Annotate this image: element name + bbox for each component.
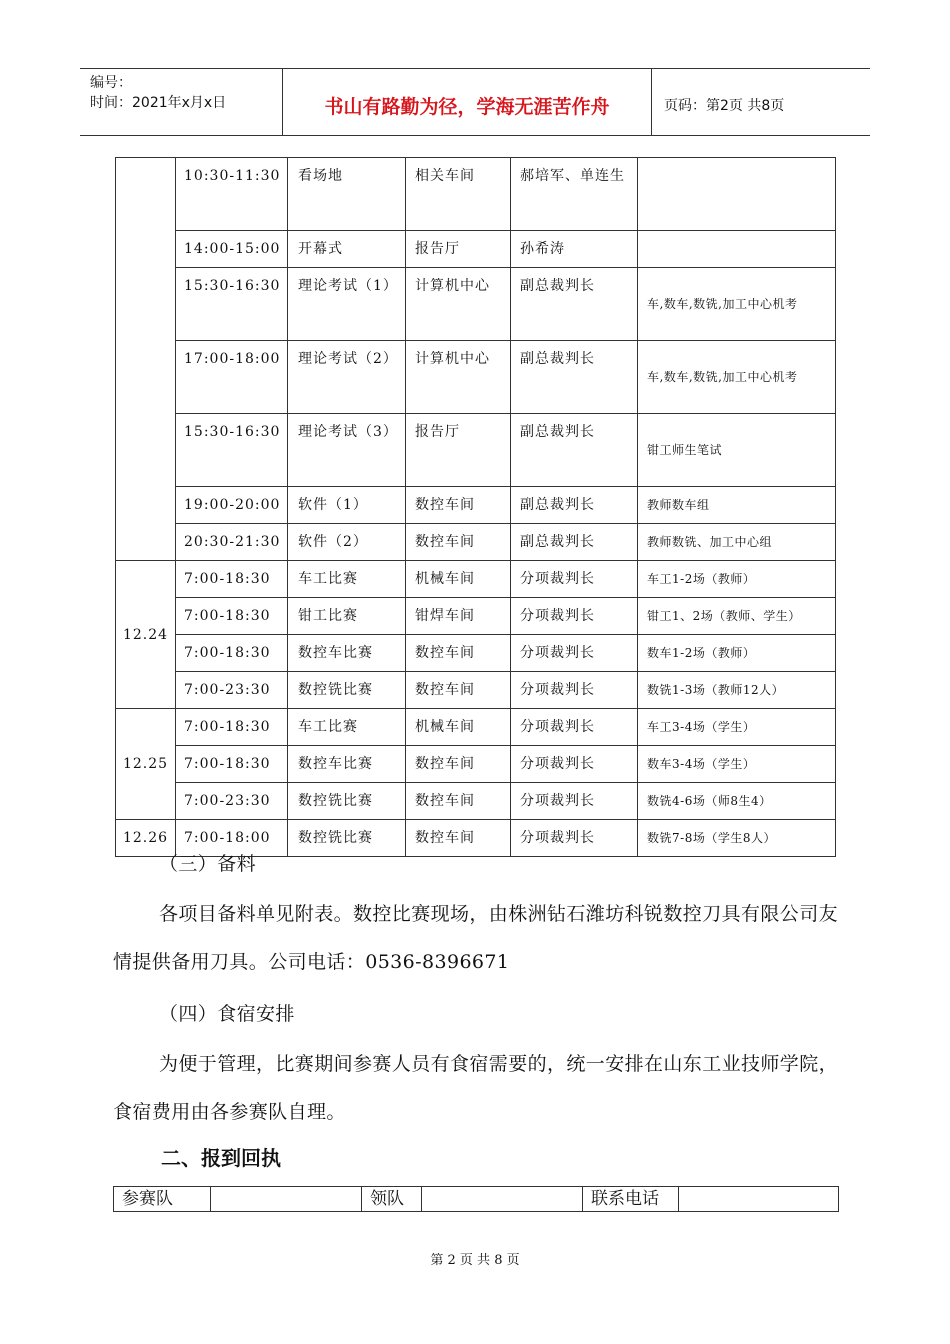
team-label: 参赛队 [114, 1187, 211, 1212]
table-row [116, 231, 836, 268]
table-row [116, 561, 836, 598]
time-cell: 7:00-18:30 [176, 635, 288, 672]
event-cell: 理论考试（2） [288, 341, 406, 414]
time-cell: 7:00-18:00 [176, 820, 288, 857]
lodging-paragraph: 为便于管理，比赛期间参赛人员有食宿需要的，统一安排在山东工业技师学院，食宿费用由各参赛队自理。 [113, 1053, 839, 1123]
note-cell: 数铣4-6场（师8生4） [638, 783, 836, 820]
person-cell: 副总裁判长 [511, 268, 638, 341]
note-cell: 教师数铣、加工中心组 [638, 524, 836, 561]
materials-heading: （三）备料 [159, 853, 257, 875]
header-motto: 书山有路勤为径，学海无涯苦作舟 [282, 69, 652, 135]
time-cell: 17:00-18:00 [176, 341, 288, 414]
person-cell: 分项裁判长 [511, 635, 638, 672]
location-cell: 相关车间 [406, 158, 511, 231]
time-cell: 7:00-18:30 [176, 709, 288, 746]
location-cell: 数控车间 [406, 487, 511, 524]
person-cell: 副总裁判长 [511, 487, 638, 524]
event-cell: 看场地 [288, 158, 406, 231]
location-cell: 报告厅 [406, 414, 511, 487]
event-cell: 开幕式 [288, 231, 406, 268]
event-cell: 数控铣比赛 [288, 820, 406, 857]
person-cell: 分项裁判长 [511, 561, 638, 598]
date-cell: 12.26 [116, 820, 176, 857]
event-cell: 车工比赛 [288, 709, 406, 746]
date-cell [116, 158, 176, 561]
event-cell: 理论考试（1） [288, 268, 406, 341]
person-cell: 分项裁判长 [511, 672, 638, 709]
table-row [116, 635, 836, 672]
location-cell: 钳焊车间 [406, 598, 511, 635]
person-cell: 分项裁判长 [511, 746, 638, 783]
location-cell: 计算机中心 [406, 268, 511, 341]
header-page-info: 页码：第2页 共8页 [664, 98, 785, 114]
location-cell: 数控车间 [406, 820, 511, 857]
schedule-table [115, 157, 836, 857]
person-cell: 副总裁判长 [511, 524, 638, 561]
note-cell: 车,数车,数铣,加工中心机考 [638, 268, 836, 341]
table-row [116, 158, 836, 231]
location-cell: 数控车间 [406, 524, 511, 561]
note-cell: 数车1-2场（教师） [638, 635, 836, 672]
lodging-heading: （四）食宿安排 [159, 1003, 295, 1025]
note-cell [638, 158, 836, 231]
event-cell: 软件（2） [288, 524, 406, 561]
location-cell: 数控车间 [406, 746, 511, 783]
table-row [116, 746, 836, 783]
time-cell: 7:00-18:30 [176, 746, 288, 783]
note-cell: 数铣7-8场（学生8人） [638, 820, 836, 857]
person-cell: 郝培军、单连生 [511, 158, 638, 231]
person-cell: 分项裁判长 [511, 783, 638, 820]
materials-paragraph: 各项目备料单见附表。数控比赛现场，由株洲钻石潍坊科锐数控刀具有限公司友情提供备用刀具。公司电话：0536-8396671 [113, 903, 839, 973]
time-cell: 7:00-23:30 [176, 672, 288, 709]
reply-heading: 二、报到回执 [161, 1146, 281, 1170]
table-row [114, 1187, 839, 1212]
note-cell: 数铣1-3场（教师12人） [638, 672, 836, 709]
event-cell: 钳工比赛 [288, 598, 406, 635]
phone-field[interactable] [679, 1187, 839, 1212]
table-row [116, 524, 836, 561]
person-cell: 分项裁判长 [511, 598, 638, 635]
location-cell: 机械车间 [406, 709, 511, 746]
location-cell: 报告厅 [406, 231, 511, 268]
team-field[interactable] [211, 1187, 362, 1212]
table-row [116, 268, 836, 341]
note-cell: 车,数车,数铣,加工中心机考 [638, 341, 836, 414]
time-cell: 7:00-18:30 [176, 561, 288, 598]
event-cell: 数控车比赛 [288, 746, 406, 783]
phone-label: 联系电话 [583, 1187, 679, 1212]
event-cell: 车工比赛 [288, 561, 406, 598]
event-cell: 软件（1） [288, 487, 406, 524]
time-cell: 7:00-18:30 [176, 598, 288, 635]
note-cell: 钳工师生笔试 [638, 414, 836, 487]
person-cell: 副总裁判长 [511, 414, 638, 487]
location-cell: 机械车间 [406, 561, 511, 598]
event-cell: 数控车比赛 [288, 635, 406, 672]
person-cell: 副总裁判长 [511, 341, 638, 414]
table-row [116, 672, 836, 709]
leader-field[interactable] [422, 1187, 583, 1212]
time-label: 时间：2021年x月x日 [90, 95, 227, 111]
note-cell [638, 231, 836, 268]
time-cell: 10:30-11:30 [176, 158, 288, 231]
person-cell: 分项裁判长 [511, 820, 638, 857]
table-row [116, 414, 836, 487]
table-row [116, 487, 836, 524]
date-cell: 12.24 [116, 561, 176, 709]
time-cell: 15:30-16:30 [176, 268, 288, 341]
leader-label: 领队 [362, 1187, 422, 1212]
table-row [116, 709, 836, 746]
location-cell: 计算机中心 [406, 341, 511, 414]
person-cell: 孙希涛 [511, 231, 638, 268]
note-cell: 数车3-4场（学生） [638, 746, 836, 783]
table-row [116, 341, 836, 414]
note-cell: 车工1-2场（教师） [638, 561, 836, 598]
person-cell: 分项裁判长 [511, 709, 638, 746]
header-meta [80, 69, 282, 135]
reply-table [113, 1186, 839, 1212]
location-cell: 数控车间 [406, 672, 511, 709]
time-cell: 15:30-16:30 [176, 414, 288, 487]
code-label: 编号： [90, 75, 132, 91]
time-cell: 19:00-20:00 [176, 487, 288, 524]
event-cell: 数控铣比赛 [288, 672, 406, 709]
time-cell: 14:00-15:00 [176, 231, 288, 268]
page-header [80, 68, 870, 136]
time-cell: 7:00-23:30 [176, 783, 288, 820]
event-cell: 数控铣比赛 [288, 783, 406, 820]
note-cell: 教师数车组 [638, 487, 836, 524]
time-cell: 20:30-21:30 [176, 524, 288, 561]
page-footer: 第 2 页 共 8 页 [430, 1253, 520, 1268]
table-row [116, 783, 836, 820]
date-cell: 12.25 [116, 709, 176, 820]
location-cell: 数控车间 [406, 635, 511, 672]
location-cell: 数控车间 [406, 783, 511, 820]
table-row [116, 598, 836, 635]
note-cell: 车工3-4场（学生） [638, 709, 836, 746]
note-cell: 钳工1、2场（教师、学生） [638, 598, 836, 635]
event-cell: 理论考试（3） [288, 414, 406, 487]
